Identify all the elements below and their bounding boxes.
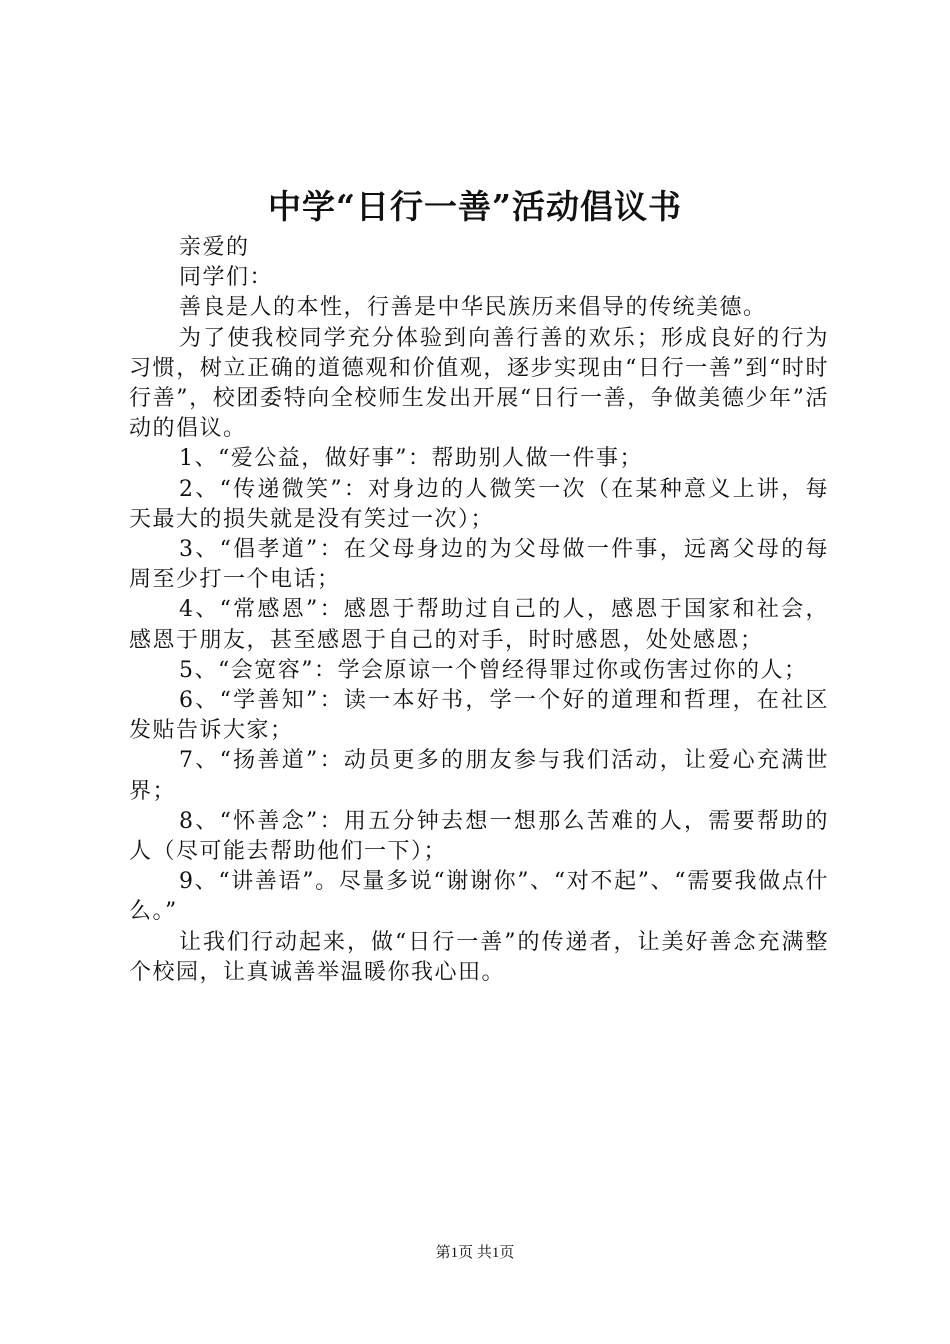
intro-paragraph: 善良是人的本性，行善是中华民族历来倡导的传统美德。 bbox=[179, 295, 767, 321]
greeting-line-2: 同学们： bbox=[179, 265, 274, 291]
proposal-item-3: 3、“倡孝道”：在父母身边的为父母做一件事，远离父母的每周至少打一个电话； bbox=[129, 537, 829, 593]
proposal-item-6: 6、“学善知”：读一本好书，学一个好的道理和哲理，在社区发贴告诉大家； bbox=[129, 688, 829, 744]
proposal-item-4: 4、“常感恩”：感恩于帮助过自己的人，感恩于国家和社会，感恩于朋友，甚至感恩于自己的对手，时时感恩，处处感恩； bbox=[129, 597, 829, 653]
page-number: 第1页 共1页 bbox=[435, 1245, 515, 1261]
proposal-item-2: 2、“传递微笑”：对身边的人微笑一次（在某种意义上讲，每天最大的损失就是没有笑过一次）； bbox=[129, 476, 829, 532]
document-body bbox=[129, 233, 829, 988]
proposal-item-9: 9、“讲善语”。尽量多说“谢谢你”、“对不起”、“需要我做点什么。” bbox=[129, 869, 829, 925]
proposal-item-5: 5、“会宽容”：学会原谅一个曾经得罪过你或伤害过你的人； bbox=[179, 657, 808, 683]
proposal-item-1: 1、“爱公益，做好事”：帮助别人做一件事； bbox=[179, 446, 643, 472]
proposal-item-7: 7、“扬善道”：动员更多的朋友参与我们活动，让爱心充满世界； bbox=[129, 748, 829, 804]
greeting-line-1: 亲爱的 bbox=[179, 235, 250, 260]
document-title: 中学“日行一善”活动倡议书 bbox=[268, 187, 682, 226]
purpose-paragraph: 为了使我校同学充分体验到向善行善的欢乐；形成良好的行为习惯，树立正确的道德观和价值观，逐步实现由“日行一善”到“时时行善”，校团委特向全校师生发出开展“日行一善，争做美德少年”活动的倡议。 bbox=[129, 325, 829, 442]
proposal-item-8: 8、“怀善念”：用五分钟去想一想那么苦难的人，需要帮助的人（尽可能去帮助他们一下）； bbox=[129, 808, 829, 865]
closing-paragraph: 让我们行动起来，做“日行一善”的传递者，让美好善念充满整个校园，让真诚善举温暖你我心田。 bbox=[129, 929, 829, 985]
